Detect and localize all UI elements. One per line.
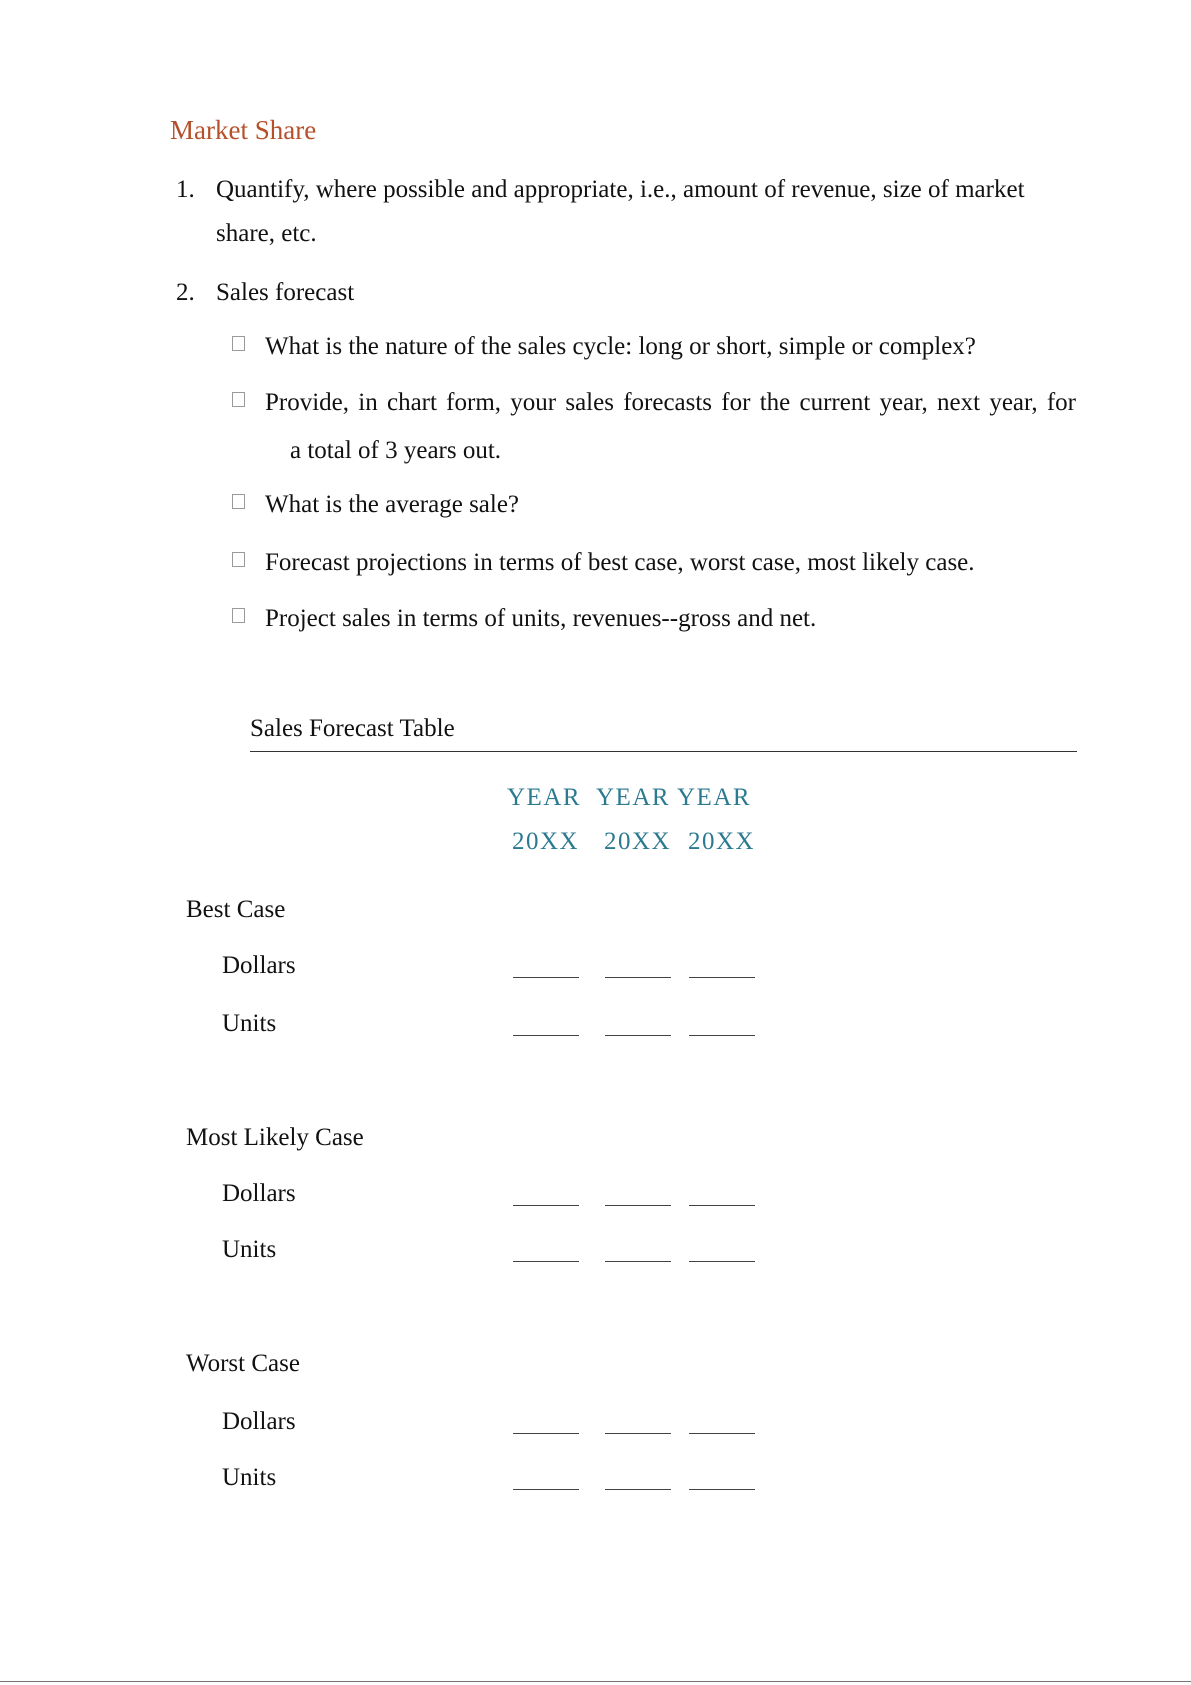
- bullet-item-average-sale: What is the average sale?: [265, 491, 520, 518]
- list-item-2-label: Sales forecast: [216, 279, 355, 306]
- row-label-dollars: Dollars: [222, 1408, 296, 1435]
- section-label-worst-case: Worst Case: [186, 1350, 300, 1377]
- row-label-units: Units: [222, 1010, 277, 1037]
- blank-field[interactable]: [605, 977, 671, 978]
- blank-field[interactable]: [689, 1433, 755, 1434]
- blank-field[interactable]: [513, 1205, 579, 1206]
- blank-field[interactable]: [689, 1261, 755, 1262]
- row-label-units: Units: [222, 1464, 277, 1491]
- blank-field[interactable]: [689, 1489, 755, 1490]
- blank-field[interactable]: [513, 1261, 579, 1262]
- list-item-1-line-2: share, etc.: [216, 220, 317, 247]
- column-header-year-3: YEAR: [677, 784, 752, 811]
- blank-field[interactable]: [605, 1261, 671, 1262]
- checkbox-icon[interactable]: [232, 608, 245, 623]
- list-number-2: 2.: [176, 279, 195, 306]
- bullet-item-units-revenues: Project sales in terms of units, revenues--gross and net.: [265, 605, 817, 632]
- blank-field[interactable]: [605, 1035, 671, 1036]
- bullet-item-chart-forecast: Provide, in chart form, your sales forecasts for the current year, next year, for: [265, 389, 1076, 416]
- blank-field[interactable]: [605, 1205, 671, 1206]
- list-item-1-line-1: Quantify, where possible and appropriate, i.e., amount of revenue, size of market: [216, 176, 1025, 203]
- blank-field[interactable]: [513, 1035, 579, 1036]
- bullet-item-projections: Forecast projections in terms of best case, worst case, most likely case.: [265, 549, 975, 576]
- checkbox-icon[interactable]: [232, 552, 245, 567]
- checkbox-icon[interactable]: [232, 392, 245, 407]
- blank-field[interactable]: [513, 977, 579, 978]
- bullet-item-chart-forecast-continued: a total of 3 years out.: [290, 437, 502, 464]
- blank-field[interactable]: [513, 1433, 579, 1434]
- table-title-rule: [250, 751, 1077, 752]
- section-label-best-case: Best Case: [186, 896, 286, 923]
- column-header-year-1: YEAR: [507, 784, 582, 811]
- row-label-dollars: Dollars: [222, 952, 296, 979]
- row-label-units: Units: [222, 1236, 277, 1263]
- column-header-20xx-2: 20XX: [604, 828, 672, 855]
- bullet-item-sales-cycle: What is the nature of the sales cycle: long or short, simple or complex?: [265, 333, 976, 360]
- column-header-20xx-3: 20XX: [688, 828, 756, 855]
- blank-field[interactable]: [689, 1205, 755, 1206]
- checkbox-icon[interactable]: [232, 336, 245, 351]
- list-number-1: 1.: [176, 176, 195, 203]
- page-bottom-border: [0, 1681, 1191, 1682]
- column-header-20xx-1: 20XX: [512, 828, 580, 855]
- section-heading: Market Share: [170, 115, 317, 145]
- blank-field[interactable]: [689, 1035, 755, 1036]
- row-label-dollars: Dollars: [222, 1180, 296, 1207]
- blank-field[interactable]: [605, 1433, 671, 1434]
- blank-field[interactable]: [513, 1489, 579, 1490]
- section-label-most-likely-case: Most Likely Case: [186, 1124, 364, 1151]
- blank-field[interactable]: [605, 1489, 671, 1490]
- checkbox-icon[interactable]: [232, 494, 245, 509]
- column-header-year-2: YEAR: [596, 784, 671, 811]
- blank-field[interactable]: [689, 977, 755, 978]
- table-title: Sales Forecast Table: [250, 715, 455, 742]
